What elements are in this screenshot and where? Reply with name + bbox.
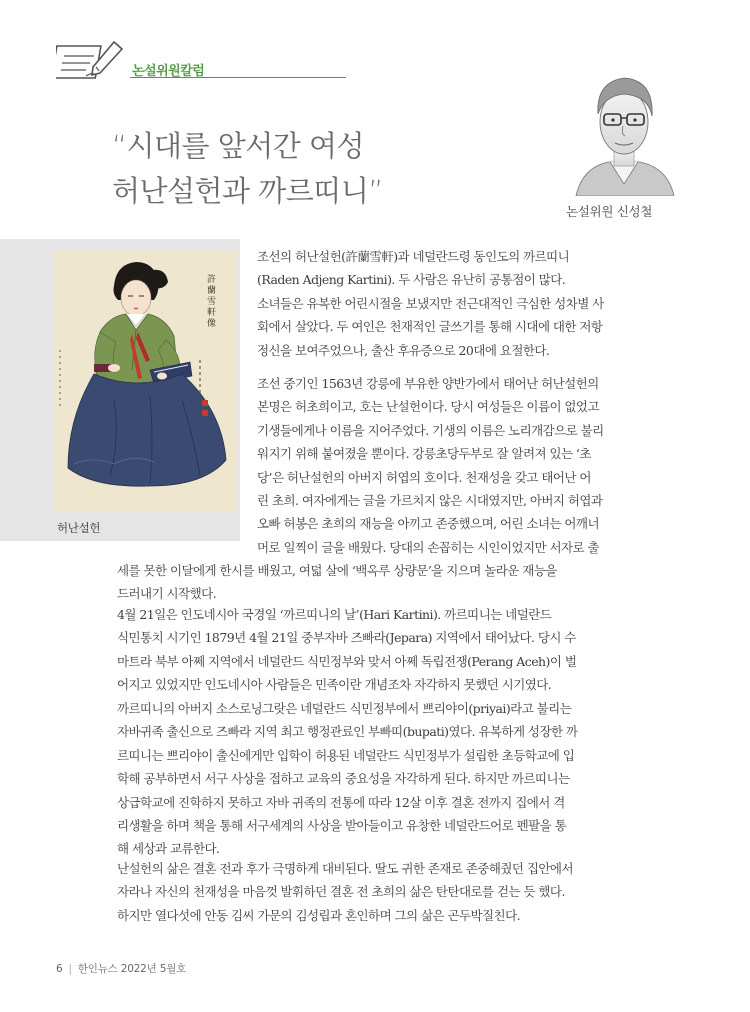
paragraph-2-continued <box>117 559 694 606</box>
paragraph-2 <box>257 372 694 559</box>
page-number: 6 <box>56 963 63 975</box>
text-line: 식민통치 시기인 1879년 4월 21일 중부자바 즈빠라(Jepara) 지역에서 태어났다. 당시 수 <box>117 630 576 646</box>
publication-name: 한인뉴스 2022년 5월호 <box>77 963 187 975</box>
text-line: 회에서 살았다. 두 여인은 천재적인 글쓰기를 통해 시대에 대한 저항 <box>257 319 603 335</box>
text-line: 까르띠니의 아버지 소스로닝그랏은 네덜란드 식민정부에서 쁘리야이(priyai)라고 불리는 <box>117 701 572 716</box>
pen-and-paper-icon <box>56 40 126 84</box>
text-line: 소녀들은 유복한 어린시절을 보냈지만 전근대적인 극심한 성차별 사 <box>257 295 604 311</box>
text-line: 르띠니는 쁘리야이 출신에게만 입학이 허용된 네덜란드 식민정부가 설립한 초등학교에 입 <box>117 747 575 763</box>
text-line: 하지만 열다섯에 안동 김씨 가문의 김성립과 혼인하며 그의 삶은 곤두박질친다. <box>117 907 521 923</box>
paragraph-1 <box>257 245 694 362</box>
text-line: 난설헌의 삶은 결혼 전과 후가 극명하게 대비된다. 딸도 귀한 존재로 존중해줬던 집안에서 <box>117 861 573 876</box>
paragraph-5 <box>117 857 694 927</box>
title-line-2: 허난설헌과 까르띠니” <box>112 174 383 208</box>
paragraph-3 <box>117 603 694 697</box>
text-line: 조선 중기인 1563년 강릉에 부유한 양반가에서 태어난 허난설헌의 <box>257 376 599 391</box>
text-line: (Raden Adjeng Kartini). 두 사람은 유난히 공통점이 많다. <box>257 272 566 288</box>
author-portrait <box>568 68 680 196</box>
text-line: 드러내기 시작했다. <box>117 586 217 602</box>
text-line: 정신을 보여주었으나, 출산 후유증으로 20대에 요절한다. <box>257 342 550 358</box>
figure-caption: 허난설헌 <box>57 521 101 535</box>
text-line: 워지기 위해 붙여졌을 뿐이다. 강릉초당두부로 잘 알려져 있는 ‘초 <box>257 446 591 462</box>
text-line: 자바귀족 출신으로 즈빠라 지역 최고 행정관료인 부빠띠(bupati)였다. 유복하게 성장한 까 <box>117 724 578 740</box>
text-line: 기생들에게나 이름을 지어주었다. 기생의 이름은 노리개감으로 불리 <box>257 422 604 438</box>
text-line: 상급학교에 진학하지 못하고 자바 귀족의 전통에 따라 12살 이후 결혼 전까지 집에서 격 <box>117 794 565 810</box>
header-divider <box>130 77 346 78</box>
column-title <box>112 124 383 214</box>
text-line: 학해 공부하면서 서구 사상을 접하고 교육의 중요성을 자각하게 된다. 하지만 까르띠니는 <box>117 771 570 787</box>
text-line: 세를 못한 이달에게 한시를 배웠고, 여덟 살에 ‘백옥루 상량문’을 지으며 놀라운 재능을 <box>117 563 557 578</box>
text-line: 당’은 허난설헌의 아버지 허엽의 호이다. 천재성을 갖고 태어난 어 <box>257 469 591 485</box>
text-line: 조선의 허난설헌(許蘭雪軒)과 네덜란드령 동인도의 까르띠니 <box>257 249 570 264</box>
text-line: 리생활을 하며 책을 통해 서구세계의 사상을 받아들이고 유창한 네덜란드어로 펜팔을 통 <box>117 818 567 834</box>
painting-seal <box>202 400 208 406</box>
paragraph-4 <box>117 697 694 861</box>
section-label: 논설위원칼럼 <box>132 64 205 79</box>
text-line: 오빠 허봉은 초희의 재능을 아끼고 존중했으며, 어린 소녀는 어깨너 <box>257 516 599 532</box>
text-line: 마트라 북부 아쩨 지역에서 네덜란드 식민정부와 맞서 아쩨 독립전쟁(Perang Aceh)이 벌 <box>117 653 577 669</box>
text-line: 4월 21일은 인도네시아 국경일 ‘까르띠니의 날’(Hari Kartini). 까르띠니는 네덜란드 <box>117 607 552 622</box>
heo-nanseolheon-portrait-painting <box>54 250 237 512</box>
text-line: 본명은 허초희이고, 호는 난설헌이다. 당시 여성들은 이름이 없었고 <box>257 399 599 415</box>
text-line: 머로 일찍이 글을 배웠다. 당대의 손꼽히는 시인이었지만 서자로 출 <box>257 539 599 555</box>
author-name: 논설위원 신성철 <box>566 204 653 219</box>
text-line: 해 세상과 교류한다. <box>117 841 220 857</box>
text-line: 자라나 자신의 천재성을 마음껏 발휘하던 결혼 전 초희의 삶은 탄탄대로를 걷는 듯 했다. <box>117 884 565 900</box>
text-line: 어지고 있었지만 인도네시아 사람들은 민족이란 개념조차 자각하지 못했던 시기였다. <box>117 677 552 693</box>
footer-separator: | <box>68 963 72 975</box>
page-footer <box>56 961 186 976</box>
text-line: 린 초희. 여자에게는 글을 가르치지 않은 시대였지만, 아버지 허엽과 <box>257 493 603 509</box>
painting-inscription: 許蘭雪軒像 <box>205 274 215 329</box>
title-line-1: “시대를 앞서간 여성 <box>112 129 365 163</box>
